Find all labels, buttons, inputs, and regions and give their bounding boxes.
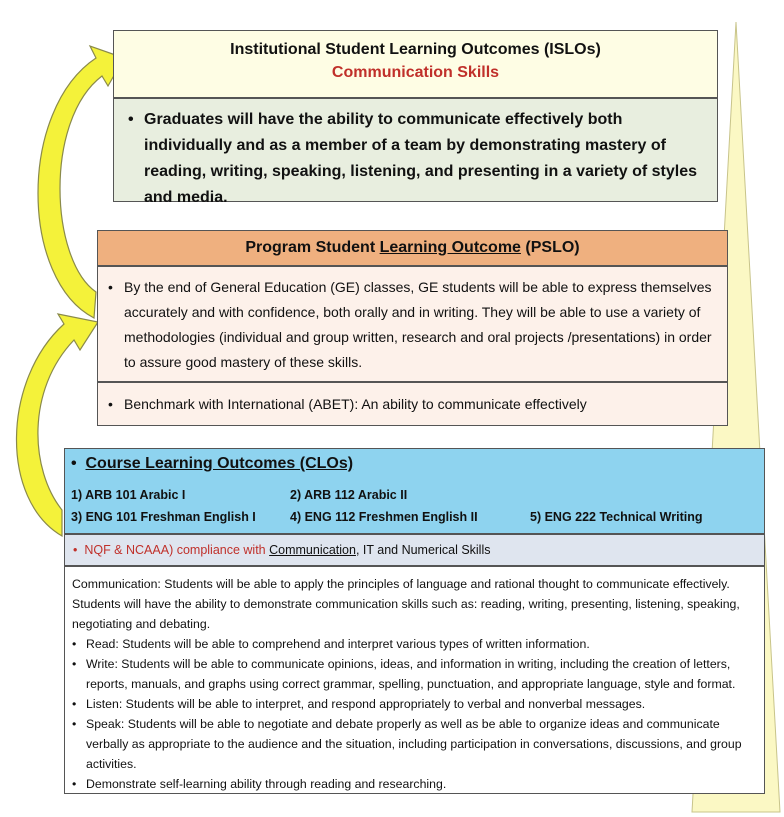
bullet-icon: • <box>72 717 77 731</box>
clo-title-text: Course Learning Outcomes (CLOs) <box>85 455 354 472</box>
course-item: 3) ENG 101 Freshman English I <box>71 510 256 524</box>
communication-intro: Communication: Students will be able to apply the principles of language and rational thought to communicate effectively. Students will have the ability to demonstrate communication skills such as: reading, writing, presenting, listening, speaking, negotiating and debating. <box>72 577 740 631</box>
course-item: 1) ARB 101 Arabic I <box>71 488 186 502</box>
clo-title <box>71 455 353 473</box>
course-item: 5) ENG 222 Technical Writing <box>530 510 703 524</box>
list-item-text: Read: Students will be able to comprehend and interpret various types of written information. <box>86 637 590 651</box>
course-item: 4) ENG 112 Freshmen English II <box>290 510 478 524</box>
pslo-title-part2: Learning Outcome <box>379 239 521 256</box>
list-item-text: Demonstrate self-learning ability through reading and researching. <box>86 777 447 791</box>
pslo-bullet1-text: By the end of General Education (GE) classes, GE students will be able to express themselves accurately and with confidence, both orally and in writing. They will be able to use a variety of methodologies (individual and group written, research and oral projects /presentations) in order to assure good mastery of these skills. <box>124 279 712 370</box>
pslo-header-box <box>97 230 728 266</box>
bullet-icon: • <box>71 455 86 472</box>
islo-title: Institutional Student Learning Outcomes (ISLOs) <box>230 41 601 58</box>
bullet-icon: • <box>108 279 113 295</box>
list-item-text: Speak: Students will be able to negotiate and debate properly as well as be able to organize ideas and communicate verbally as appropriate to the audience and the situation, including participation in conversations, discussions, and group activities. <box>86 717 742 771</box>
list-item <box>72 714 760 774</box>
pslo-bullet2-box <box>97 382 728 426</box>
bullet-icon: • <box>128 111 134 128</box>
islo-body-box <box>113 98 718 206</box>
islo-subtitle: Communication Skills <box>331 64 500 81</box>
pslo-title-part1: Program Student <box>245 239 380 256</box>
list-item <box>72 774 760 794</box>
pslo-bullet2-text: Benchmark with International (ABET): An ability to communicate effectively <box>124 396 587 412</box>
list-item-text: Write: Students will be able to communicate opinions, ideas, and information in writing, including the creation of letters, reports, manuals, and graphs using correct grammar, spelling, punctuation, and appropriate language, style and format. <box>86 657 736 691</box>
list-item <box>72 654 760 694</box>
bullet-icon: • <box>72 637 77 651</box>
bullet-icon: • <box>72 697 77 711</box>
nqf-rest-text: , IT and Numerical Skills <box>355 543 491 557</box>
nqf-communication-text: Communication <box>269 543 356 557</box>
bullet-icon: • <box>72 777 77 791</box>
bullet-icon: • <box>72 657 77 671</box>
nqf-compliance-box <box>64 534 765 566</box>
list-item-text: Listen: Students will be able to interpret, and respond appropriately to verbal and nonverbal messages. <box>86 697 646 711</box>
islo-body-text: Graduates will have the ability to communicate effectively both individually and as a member of a team by demonstrating mastery of reading, writing, speaking, listening, and presenting in a variety of styles and media. <box>144 111 698 206</box>
pslo-title-part3: (PSLO) <box>520 239 580 256</box>
communication-box <box>64 566 765 794</box>
list-item <box>72 634 760 654</box>
bullet-icon: • <box>108 396 113 412</box>
list-item <box>72 694 760 714</box>
bullet-icon: • <box>73 543 85 557</box>
nqf-lead-text: NQF & NCAAA) compliance with <box>84 543 270 557</box>
pslo-bullet1-box <box>97 266 728 382</box>
islo-header-box <box>113 30 718 98</box>
course-item: 2) ARB 112 Arabic II <box>290 488 408 502</box>
